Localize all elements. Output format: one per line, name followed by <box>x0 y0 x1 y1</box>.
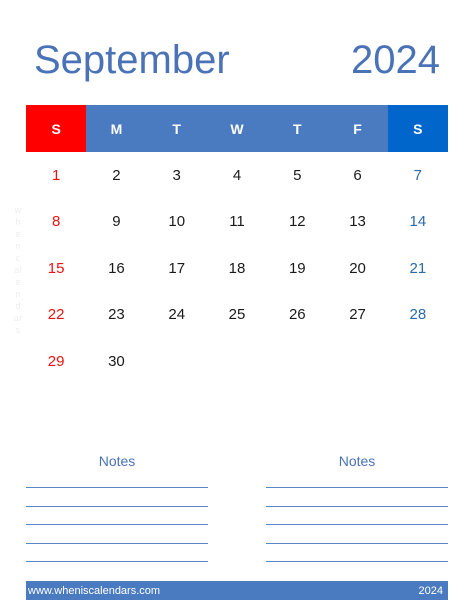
note-line <box>26 561 208 562</box>
day-cell: 9 <box>112 213 121 231</box>
note-line <box>26 506 208 507</box>
empty-day-cell <box>207 338 267 385</box>
weekday-friday: F <box>327 105 387 152</box>
day-cell: 29 <box>47 352 65 370</box>
notes-title-right: Notes <box>338 453 376 469</box>
day-cell: 2 <box>112 166 121 184</box>
day-cell: 8 <box>51 213 61 231</box>
day-cell: 20 <box>349 259 366 277</box>
day-cell: 19 <box>288 259 306 277</box>
day-cell: 23 <box>108 306 125 324</box>
notes-section-left <box>26 452 208 470</box>
empty-day-cell <box>267 338 327 385</box>
day-cell: 16 <box>108 259 125 277</box>
day-cell: 24 <box>168 306 186 324</box>
empty-day-cell <box>327 338 387 385</box>
weekday-wednesday: W <box>207 105 267 152</box>
weekday-sunday: S <box>26 105 86 152</box>
day-grid <box>26 152 448 385</box>
empty-day-cell <box>147 338 207 385</box>
note-line <box>266 487 448 488</box>
footer-bar <box>26 581 448 600</box>
day-cell: 12 <box>288 213 306 231</box>
note-line <box>266 561 448 562</box>
note-line <box>266 543 448 544</box>
day-cell: 17 <box>168 259 186 277</box>
day-cell: 6 <box>353 166 362 184</box>
day-cell: 15 <box>47 259 65 277</box>
note-line <box>26 487 208 488</box>
day-cell: 1 <box>51 166 61 184</box>
month-title: September <box>34 38 230 82</box>
day-cell: 26 <box>288 306 306 324</box>
day-cell: 21 <box>409 259 427 277</box>
empty-day-cell <box>388 338 448 385</box>
note-line <box>266 524 448 525</box>
weekday-thursday: T <box>267 105 327 152</box>
note-line <box>26 543 208 544</box>
footer-year: 2024 <box>418 584 443 597</box>
day-cell: 27 <box>349 306 366 324</box>
weekday-header <box>26 105 448 152</box>
day-cell: 25 <box>228 306 246 324</box>
day-cell: 30 <box>108 352 125 370</box>
weekday-monday: M <box>86 105 146 152</box>
day-cell: 18 <box>228 259 246 277</box>
weekday-saturday: S <box>388 105 448 152</box>
notes-section-right <box>266 452 448 470</box>
weekday-tuesday: T <box>147 105 207 152</box>
day-cell: 4 <box>232 166 242 184</box>
footer-website[interactable]: www.wheniscalendars.com <box>28 584 161 597</box>
watermark-text: whencalendars <box>13 206 23 336</box>
note-line <box>266 506 448 507</box>
notes-title-left: Notes <box>98 453 136 469</box>
note-line <box>26 524 208 525</box>
day-cell: 13 <box>349 213 366 231</box>
day-cell: 14 <box>409 213 427 231</box>
day-cell: 3 <box>172 166 181 184</box>
day-cell: 11 <box>229 213 245 231</box>
year-title: 2024 <box>351 38 440 82</box>
day-cell: 5 <box>293 166 302 184</box>
day-cell: 10 <box>168 213 186 231</box>
day-cell: 22 <box>47 306 65 324</box>
day-cell: 7 <box>413 166 423 184</box>
day-cell: 28 <box>409 306 427 324</box>
